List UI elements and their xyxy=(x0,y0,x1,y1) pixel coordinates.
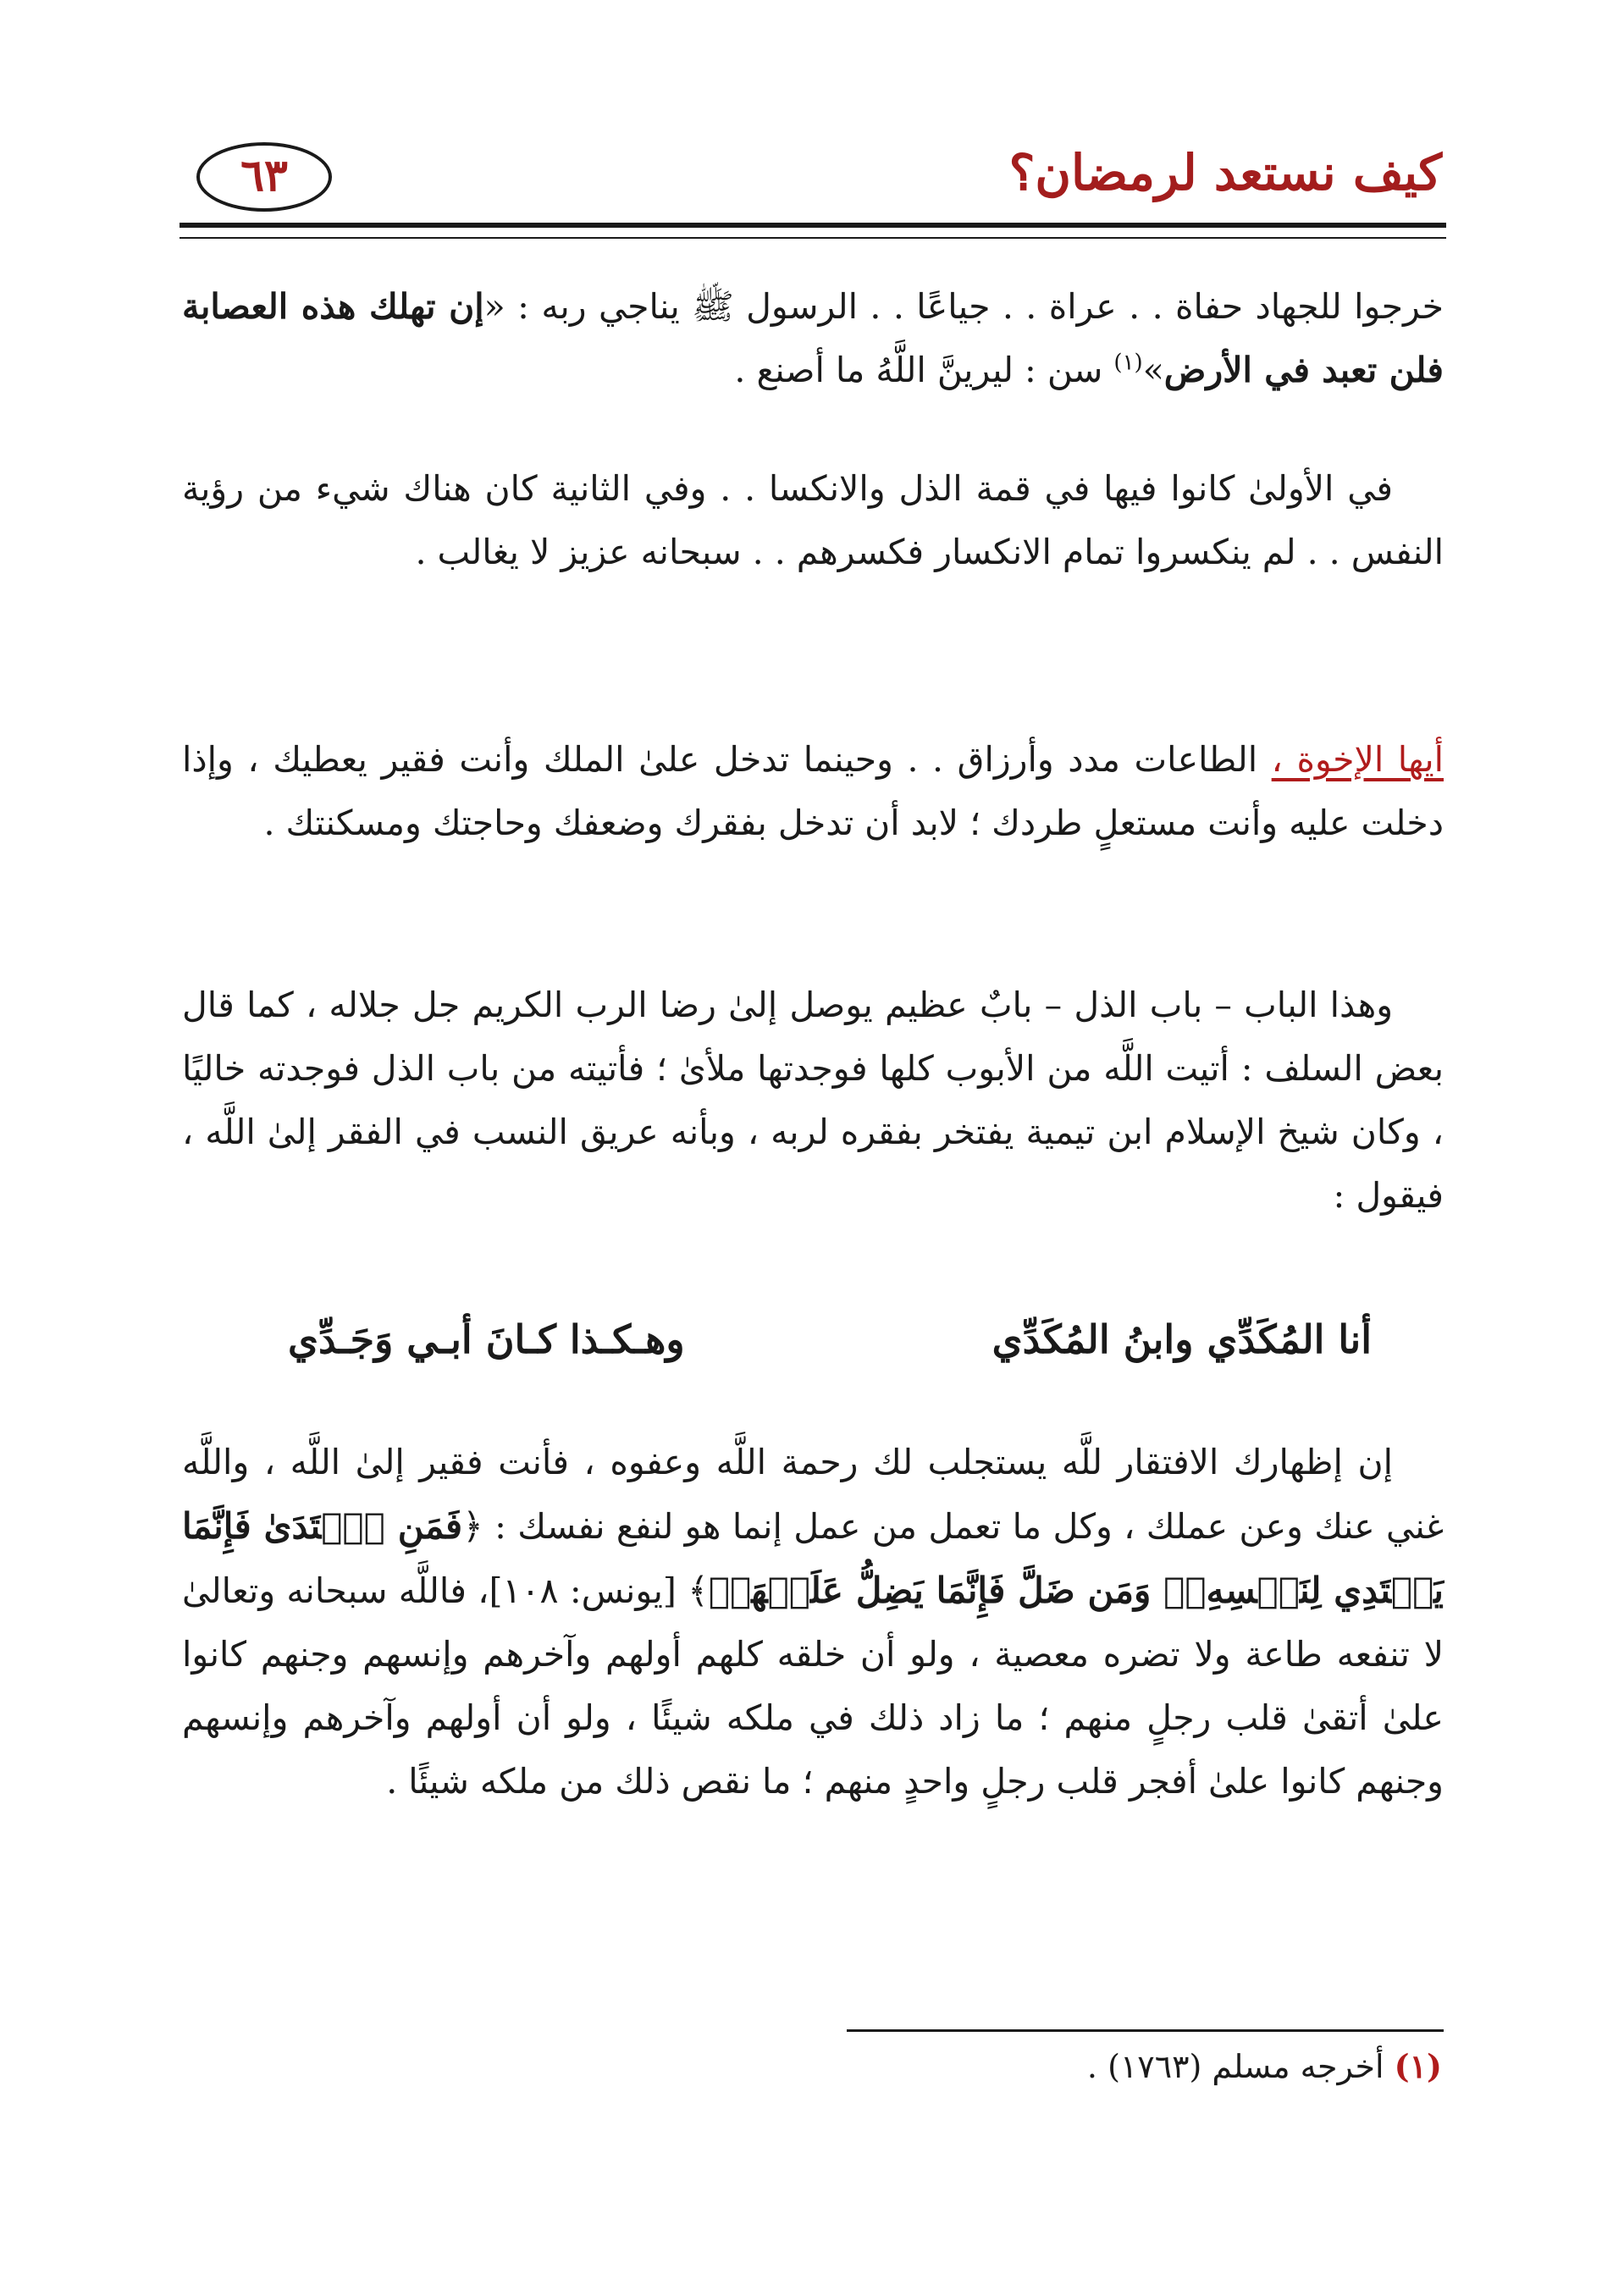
verse-open-bracket: ﴿ xyxy=(462,1505,483,1547)
hadith-quote: إن تهلك هذه العصابة فلن تعبد في الأرض xyxy=(182,286,1444,390)
paragraph-4: وهذا الباب – باب الذل – بابٌ عظيم يوصل إلىٰ رضا الرب الكريم جل جلاله ، كما قال بعض السلف : أتيت اللَّه من الأبوب كلها فوجدتها ملأىٰ ؛ فأتيته من باب الذل فوجدته خاليًا ، وكان شيخ الإسلام ابن تيمية يفتخر بفقره لربه ، وبأنه عريق النسب في الفقر إلىٰ اللَّه ، فيقول : xyxy=(182,985,1444,1216)
paragraph-1-text-b: سن : ليرينَّ اللَّهُ ما أصنع . xyxy=(734,350,1114,390)
quote-close-mark: » xyxy=(1142,350,1164,390)
paragraph-5-text-a: إن إظهارك الافتقار للَّه يستجلب لك رحمة اللَّه وعفوه ، فأنت فقير إلىٰ اللَّه ، واللَّه غني عنك وعن عملك ، وكل ما تعمل من عمل إنما هو لنفع نفسك : xyxy=(182,1442,1444,1547)
page-number-badge: ٦٣ xyxy=(196,142,332,212)
paragraph-5-text-b: ، فاللَّه سبحانه وتعالىٰ لا تنفعه طاعة ولا تضره معصية ، ولو أن خلقه كلهم أولهم وآخرهم وإنسهم وجنهم كانوا علىٰ أتقىٰ قلب رجلٍ منهم ؛ ما زاد ذلك في ملكه شيئًا ، ولو أن أولهم وآخرهم وإنسهم وجنهم كانوا علىٰ أفجر قلب رجلٍ واحدٍ منهم ؛ ما نقص ذلك من ملكه شيئًا . xyxy=(182,1570,1444,1802)
emphasis-heading: أيها الإخوة ، xyxy=(1271,739,1444,780)
footnote-text: أخرجه مسلم (١٧٦٣) . xyxy=(1086,2048,1395,2085)
header-rule-thin xyxy=(180,237,1446,239)
footnote xyxy=(1087,2047,1442,2085)
footnote-number: (١) xyxy=(1394,2047,1442,2085)
verse-reference: [يونس: ١٠٨] xyxy=(489,1570,688,1611)
poem-hemistich-2: وهـكـذا كـانَ أبـي وَجَـدِّي xyxy=(288,1316,685,1362)
paragraph-3 xyxy=(182,728,1444,855)
paragraph-1-text-a: خرجوا للجهاد حفاة . . عراة . . جياعًا . . الرسول ﷺ يناجي ربه : « xyxy=(483,286,1444,327)
paragraph-5 xyxy=(182,1431,1444,1813)
quran-verse: فَمَنِ ٱهۡتَدَىٰ فَإِنَّمَا يَهۡتَدِي لِنَفۡسِهِۦۖ وَمَن ضَلَّ فَإِنَّمَا يَضِلُّ عَلَيۡهَاۖ xyxy=(182,1505,1444,1611)
poem-verse xyxy=(288,1316,1372,1384)
verse-close-bracket: ﴾ xyxy=(688,1570,709,1611)
running-title: كيف نستعد لرمضان؟ xyxy=(1008,144,1442,201)
paragraph-3-text: الطاعات مدد وأرزاق . . وحينما تدخل علىٰ الملك وأنت فقير يعطيك ، وإذا دخلت عليه وأنت مستعلٍ طردك ؛ لابد أن تدخل بفقرك وضعفك وحاجتك ومسكنتك . xyxy=(182,739,1444,843)
paragraph-2: في الأولىٰ كانوا فيها في قمة الذل والانكسا . . وفي الثانية كان هناك شيء من رؤية النفس . . لم ينكسروا تمام الانكسار فكسرهم . . سبحانه عزيز لا يغالب . xyxy=(182,468,1444,572)
footnote-rule xyxy=(847,2029,1444,2032)
header-rule xyxy=(180,223,1446,228)
poem-hemistich-1: أنا المُكَدِّي وابنُ المُكَدِّي xyxy=(992,1316,1372,1362)
paragraph-1 xyxy=(182,275,1444,402)
footnote-ref-1: (١) xyxy=(1113,350,1143,376)
